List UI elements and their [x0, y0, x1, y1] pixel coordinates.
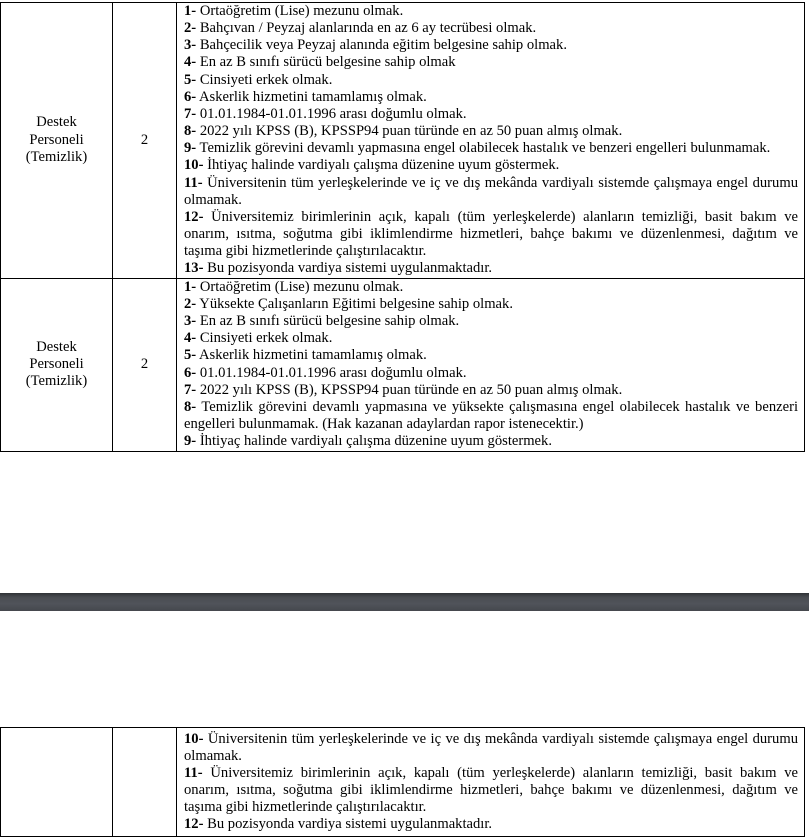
requirement-item — [184, 365, 798, 382]
requirement-item — [184, 3, 798, 20]
requirement-number: 7- — [184, 105, 197, 122]
requirement-text: Ortaöğretim (Lise) mezunu olmak. — [196, 278, 404, 295]
table-row — [1, 728, 805, 837]
requirement-number: 4- — [184, 54, 197, 71]
requirement-text: Temizlik görevini devamlı yapmasına ve yüksekte çalışmasına engel olabilecek hastalık ve benzeri engelleri bulunmamak. (Hak kazanan adaylardan rapor istenecektir.) — [184, 398, 798, 432]
requirement-item — [184, 330, 798, 347]
requirement-text: Üniversitenin tüm yerleşkelerinde ve iç ve dış mekânda vardiyalı sistemde çalışmaya engel durumu olmamak. — [184, 174, 798, 208]
requirements-list — [184, 3, 798, 278]
requirement-text: Askerlik hizmetini tamamlamış olmak. — [196, 347, 427, 364]
requirement-number: 4- — [184, 330, 197, 347]
requirement-number: 2- — [184, 20, 197, 37]
requirement-item — [184, 106, 798, 123]
requirement-text: 2022 yılı KPSS (B), KPSSP94 puan türünde en az 50 puan almış olmak. — [196, 381, 623, 398]
requirement-item — [184, 382, 798, 399]
requirement-number: 1- — [184, 278, 197, 295]
requirement-number: 8- — [184, 123, 197, 140]
requirement-number: 1- — [184, 3, 197, 19]
position-line: Destek — [36, 338, 77, 355]
requirement-number: 12- — [184, 816, 204, 833]
requirement-text: Bu pozisyonda vardiya sistemi uygulanmaktadır. — [203, 260, 493, 277]
requirement-item — [184, 37, 798, 54]
requirement-number: 3- — [184, 313, 197, 330]
requirement-text: Temizlik görevini devamlı yapmasına engel olabilecek hastalık ve benzeri engelleri bulunmamak. — [196, 140, 771, 157]
requirement-item — [184, 399, 798, 433]
requirement-item — [184, 123, 798, 140]
requirement-item — [184, 175, 798, 209]
requirement-text: İhtiyaç halinde vardiyalı çalışma düzenine uyum göstermek. — [196, 433, 552, 450]
requirements-cell — [177, 278, 805, 451]
requirement-text: Cinsiyeti erkek olmak. — [196, 330, 333, 347]
position-cell — [1, 728, 113, 837]
requirement-text: Bahçıvan / Peyzaj alanlarında en az 6 ay tecrübesi olmak. — [196, 20, 537, 37]
requirement-text: Bahçecilik veya Peyzaj alanında eğitim belgesine sahip olmak. — [196, 37, 567, 54]
requirement-item — [184, 89, 798, 106]
requirement-text: En az B sınıfı sürücü belgesine sahip olmak. — [196, 313, 460, 330]
requirement-text: 01.01.1984-01.01.1996 arası doğumlu olmak. — [196, 364, 467, 381]
requirement-text: İhtiyaç halinde vardiyalı çalışma düzenine uyum göstermek. — [203, 157, 560, 174]
requirement-item — [184, 54, 798, 71]
requirements-list — [184, 731, 798, 834]
requirements-list — [184, 279, 798, 451]
requirement-number: 11- — [184, 764, 203, 781]
requirement-item — [184, 209, 798, 260]
requirements-cell — [177, 3, 805, 279]
requirement-item — [184, 765, 798, 816]
requirement-item — [184, 279, 798, 296]
requirement-number: 8- — [184, 398, 197, 415]
requirement-number: 2- — [184, 295, 197, 312]
requirement-number: 5- — [184, 71, 197, 88]
requirement-number: 5- — [184, 347, 197, 364]
requirement-number: 12- — [184, 208, 204, 225]
requirement-item — [184, 260, 798, 277]
position-cell — [1, 278, 113, 451]
requirement-item — [184, 157, 798, 174]
requirements-table — [0, 2, 805, 452]
requirement-text: Bu pozisyonda vardiya sistemi uygulanmaktadır. — [203, 816, 493, 833]
requirement-number: 9- — [184, 140, 197, 157]
requirement-item — [184, 433, 798, 450]
requirement-number: 11- — [184, 174, 203, 191]
requirement-text: Üniversitenin tüm yerleşkelerinde ve iç ve dış mekânda vardiyalı sistemde çalışmaya engel durumu olmamak. — [184, 730, 798, 764]
requirement-text: Yüksekte Çalışanların Eğitimi belgesine sahip olmak. — [196, 295, 513, 312]
position-line: Personeli — [29, 355, 84, 372]
position-line: Personeli — [29, 131, 84, 148]
requirement-text: 2022 yılı KPSS (B), KPSSP94 puan türünde en az 50 puan almış olmak. — [196, 123, 623, 140]
requirements-cell — [177, 728, 805, 837]
requirement-text: Ortaöğretim (Lise) mezunu olmak. — [196, 3, 404, 19]
position-line: (Temizlik) — [25, 373, 88, 390]
document-page-bottom — [0, 611, 809, 836]
requirement-text: Askerlik hizmetini tamamlamış olmak. — [196, 88, 427, 105]
page-separator — [0, 593, 809, 611]
requirement-number: 13- — [184, 260, 204, 277]
count-cell: 2 — [113, 3, 177, 279]
position-line: Destek — [36, 114, 77, 131]
requirement-number: 9- — [184, 433, 197, 450]
requirement-item — [184, 140, 798, 157]
requirement-number: 6- — [184, 364, 197, 381]
requirement-number: 7- — [184, 381, 197, 398]
requirement-number: 10- — [184, 157, 204, 174]
requirement-text: En az B sınıfı sürücü belgesine sahip olmak — [196, 54, 456, 71]
table-row — [1, 278, 805, 451]
count-cell: 2 — [113, 278, 177, 451]
position-line: (Temizlik) — [25, 148, 88, 165]
table-row — [1, 3, 805, 279]
requirement-text: Üniversitemiz birimlerinin açık, kapalı (tüm yerleşkelerde) alanların temizliği, basit bakım ve onarım, ısıtma, soğutma gibi iklimlendirme hizmetleri, bahçe bakımı ve düzenlenmesi, dağıtım ve taşıma gibi hizmetlerinde çalıştırılacaktır. — [184, 208, 798, 260]
requirement-text: 01.01.1984-01.01.1996 arası doğumlu olmak. — [196, 105, 467, 122]
requirements-table-continued — [0, 727, 805, 837]
requirement-number: 10- — [184, 730, 204, 747]
requirement-item — [184, 72, 798, 89]
count-cell — [113, 728, 177, 837]
requirement-item — [184, 816, 798, 833]
requirement-item — [184, 347, 798, 364]
position-cell — [1, 3, 113, 279]
requirement-text: Üniversitemiz birimlerinin açık, kapalı (tüm yerleşkelerde) alanların temizliği, basit bakım ve onarım, ısıtma, soğutma gibi iklimlendirme hizmetleri, bahçe bakımı ve düzenlenmesi, dağıtım ve taşıma gibi hizmetlerinde çalıştırılacaktır. — [184, 764, 798, 816]
requirement-item — [184, 313, 798, 330]
requirement-item — [184, 20, 798, 37]
requirement-number: 3- — [184, 37, 197, 54]
requirement-item — [184, 296, 798, 313]
requirement-text: Cinsiyeti erkek olmak. — [196, 71, 333, 88]
requirement-item — [184, 731, 798, 765]
requirement-number: 6- — [184, 88, 197, 105]
